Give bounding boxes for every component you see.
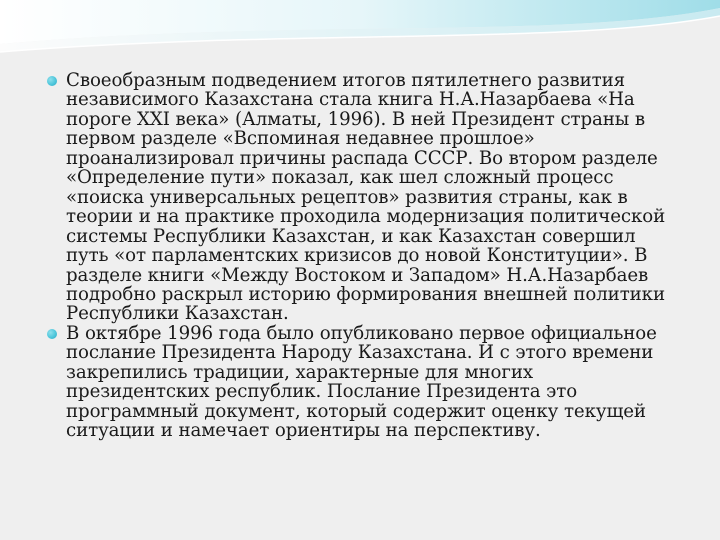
bullet-list [46,71,682,441]
bullet-text: Своеобразным подведением итогов пятилетнего развития независимого Казахстана стала книга Н.А.Назарбаева «На пороге XXI века» (Алматы, 1996). В ней Президент страны в первом разделе «Вспоминая недавнее прошлое» проанализировал причины распада СССР. Во втором разделе «Определение пути» показал, как шел сложный процесс «поиска универсальных рецептов» развития страны, как в теории и на практике проходила модернизация политической системы Республики Казахстан, и как Казахстан совершил путь «от парламентских кризисов до новой Конституции». В разделе книги «Между Востоком и Западом» Н.А.Назарбаев подробно раскрыл историю формирования внешней политики Республики Казахстан. [66,70,666,325]
bullet-item [46,71,682,324]
bullet-item [46,324,682,441]
bullet-dot-icon [47,329,57,339]
bullet-dot-icon [47,76,57,86]
bullet-text: В октябре 1996 года было опубликовано первое официальное послание Президента Народу Казахстана. И с этого времени закрепились традиции, характерные для многих президентских республик. Послание Президента это программный документ, который содержит оценку текущей ситуации и намечает ориентиры на перспективу. [66,322,657,442]
header-wave-decoration [0,0,720,60]
